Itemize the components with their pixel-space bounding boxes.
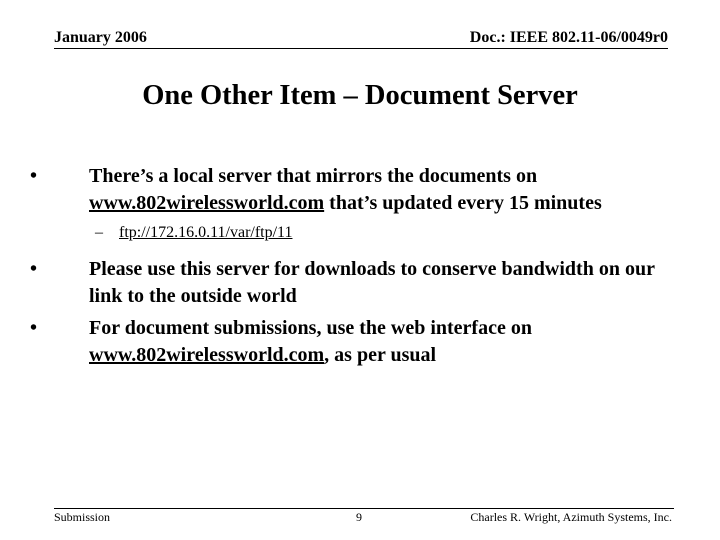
page-number: 9 — [356, 510, 362, 524]
header-date: January 2006 — [54, 29, 147, 46]
bullet-marker: • — [30, 258, 38, 280]
bullet-marker: • — [30, 165, 38, 187]
bullet-text: There’s a local server that mirrors the documents on — [89, 165, 538, 187]
footer-rule — [54, 508, 674, 509]
bullet-marker: • — [30, 317, 38, 339]
bullet-text: , as per usual — [324, 343, 437, 366]
bullet-text: For document submissions, use the web interface on — [89, 317, 532, 339]
bullet-text: Please use this server for downloads to conserve bandwidth on our link to the outside world — [89, 258, 655, 307]
bullet-list — [30, 163, 690, 368]
wirelessworld-link[interactable]: www.802wirelessworld.com — [89, 191, 325, 214]
header-rule — [54, 48, 668, 49]
sub-bullet-ftp — [30, 222, 690, 244]
bullet-item-local-server — [30, 163, 690, 216]
sub-bullet-marker: – — [95, 224, 103, 241]
footer-submission: Submission — [54, 510, 111, 524]
ftp-link[interactable]: ftp://172.16.0.11/var/ftp/11 — [119, 224, 293, 241]
footer-author: Charles R. Wright, Azimuth Systems, Inc. — [470, 510, 672, 524]
slide-title: One Other Item – Document Server — [142, 80, 578, 111]
bullet-item-downloads — [30, 256, 690, 309]
bullet-text: that’s updated every 15 minutes — [324, 191, 602, 214]
header-doc-id: Doc.: IEEE 802.11-06/0049r0 — [469, 29, 668, 46]
bullet-item-submissions — [30, 315, 690, 368]
wirelessworld-link[interactable]: www.802wirelessworld.com — [89, 343, 325, 366]
